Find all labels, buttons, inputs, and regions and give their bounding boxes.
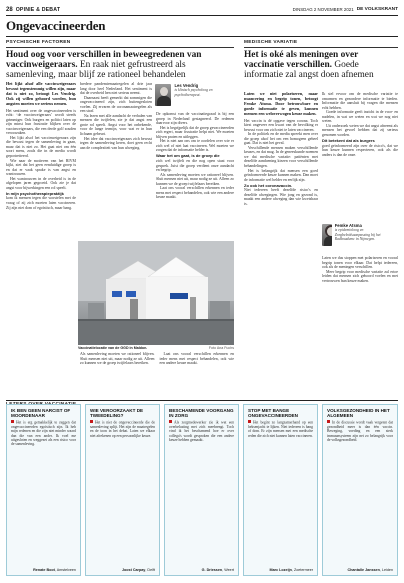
- letter-title: VOLKSGEZONDHEID IN HET ALGEMEEN: [327, 408, 390, 419]
- red-square-icon: [169, 420, 172, 423]
- left-paragraph: bredere pandemiemaatregelen al drie jaar lang door heel Nederland. Het sentiment is dat de overheid hen niet serieus neemt.: [80, 82, 152, 96]
- letter-title: BESCHAMENDE VOORGANG IN ZORG: [169, 408, 234, 419]
- right-paragraph: Ik stel ervoor om de medische variatie te omarmen en gezondere informatie te bieden. Informatie die aansluit bij vragen die mensen echt hebben.: [322, 92, 398, 110]
- readers-section-header: [6, 392, 398, 399]
- right-subheading: Zo ook het coronavaccin.: [244, 182, 293, 188]
- left-kicker-divider: [6, 47, 234, 48]
- right-paragraph: In de politiek en de media spreekt men over die groep alsof het om een homogeen geheel gaat. Dat is niet het geval.: [244, 132, 318, 146]
- author-role: is klinisch psycholoog en psychotherapeut.: [174, 88, 213, 97]
- right-paragraph: Het is belangrijk dat mensen een goed geïnformeerde keuze kunnen maken. Dan moet de informatie wel helder en eerlijk zijn.: [244, 168, 318, 182]
- right-paragraph: Uit onderzoek weten we dat angst afneemt als mensen het gevoel hebben dat zij serieus genomen worden.: [322, 123, 398, 137]
- red-square-icon: [327, 420, 330, 423]
- left-column-1: [6, 82, 76, 382]
- author-photo: [322, 224, 332, 246]
- left-paragraph: Wie naar de motieven van het RIVM kijkt, ziet dat het geen eenduidige groep is en dat er vaak sprake is van angst en wantrouwen.: [6, 158, 76, 177]
- author-role: is epidemioloog en Zorgbeleidsaanpassing bij het Radboudumc in Nijmegen.: [334, 228, 381, 242]
- reader-letter: [85, 404, 160, 576]
- author-name: Femke Atsma: [334, 223, 362, 228]
- vaccination-site-photo: [78, 241, 234, 345]
- red-square-icon: [11, 420, 14, 423]
- letter-signature: Joost Carpay, Delft: [121, 568, 155, 572]
- newspaper-name: DE VOLKSKRANT: [356, 7, 398, 12]
- photo-credit: Foto Ana Fuchs: [208, 346, 234, 350]
- left-paragraph: Het is begrijpelijk dat de groep gevaccineerden zich ergert, maar frustratie helpt niet. We moeten blijven praten en uitleggen.: [156, 125, 234, 139]
- left-paragraph: Laat ons vooral verschillen erkennen en ieder mens met respect behandelen, ook wie een andere keuze maakt.: [156, 186, 234, 200]
- right-paragraph: Niet iedereen heeft dezelfde risico's en dezelfde afwegingen. Wie jong en gezond is, maakt een andere afweging dan wie kwetsbaar is.: [244, 188, 318, 206]
- letter-signature: G. Driessen, Weert: [201, 568, 234, 572]
- left-column-3: [156, 112, 234, 237]
- right-paragraph: Meer begrip voor medische variatie zal ertoe leiden dat mensen zich gehoord voelen en met vertrouwen hun keuze maken.: [322, 269, 398, 283]
- page-title: Ongevaccineerden: [6, 18, 106, 33]
- right-paragraph: goed geïnformeerd zijn over de risico's, dat we hun keuze kunnen respecteren, ook als die anders is dan de onze.: [322, 143, 398, 157]
- letter-body: Het is niet de ongevaccineerde die de samenleving splijt. Het zijn de maatregelen en de toon in het debat. Laten we elkaar niet afrekenen op een persoonlijke keuze.: [90, 420, 155, 438]
- letter-body: In de discussie wordt vaak vergeten dat gezondheid meer is dan één vaccin. Beweging, voeding en een sterk immuunsysteem zijn net zo belangrijk voor de volksgezondheid.: [327, 420, 393, 443]
- tent-illustration: [78, 241, 234, 345]
- letter-title: IK BEN GEEN NARCIST OF MOORDENAAR: [11, 408, 71, 419]
- left-paragraph: Het sentiment over de ongevaccineerden is echt: ‘de vaccinweigeraars’ wordt steeds grimmiger. Ook burgers en politici laten op zijn minst hun frustratie blijken over de vaccinweigeraars, die een derde golf zouden veroorzaken.: [6, 108, 76, 136]
- right-author-box: [322, 224, 398, 246]
- letter-signature: Renate Boot, Amstelveen: [33, 568, 76, 572]
- left-paragraph: Na lezen met alle aandacht de verhalen van mensen die twijfelen, zie je dat angst een grote rol speelt. Angst voor het onbekende, voor de lange termijn, voor wat er in hun lichaam gebeurt.: [80, 113, 152, 137]
- left-subheading: Waar het om gaat, is de groep die: [156, 153, 220, 159]
- right-paragraph: Verschillende mensen maken verschillende keuzes, en dat mag. In de geneeskunde noemen we dat medische variatie: patiënten met dezelfde aandoening kiezen voor verschillende behandelingen.: [244, 145, 318, 168]
- left-paragraph: Het wantrouwen in de overheid is in de afgelopen jaren gegroeid. Ook zie je dat angst voor bijwerkingen een rol speelt.: [6, 176, 76, 190]
- left-column-under-photo: [80, 352, 234, 386]
- right-column-3: [322, 256, 398, 386]
- right-kicker: MEDISCHE VARIATIE: [244, 40, 298, 45]
- letter-signature: Chantalle Janssen, Leiden: [347, 568, 393, 572]
- right-subheading: Dit betekent dat als burgers: [322, 137, 375, 143]
- right-headline-main: Het is oké als meningen over vaccinatie verschillen.: [244, 50, 359, 70]
- page-number: 28: [6, 6, 13, 13]
- red-square-icon: [90, 420, 93, 423]
- reader-letter: [322, 404, 398, 576]
- photo-caption: [78, 346, 234, 350]
- right-column-2: [322, 92, 398, 220]
- issue-date: DINSDAG 2 NOVEMBER 2021: [292, 7, 354, 12]
- letter-title: STOP MET BANGE ONGEVACCINEERDEN: [248, 408, 298, 419]
- left-headline-main: Houd oog voor verschillen in beweegredenen van vaccinweigeraars.: [6, 50, 202, 70]
- right-headline-sub: Goede informatie zal angst doen afnemen: [244, 60, 374, 80]
- letter-body: Het begint zo langzamerhand op een heksenjacht te lijken. Niet iedereen is bang of dom. Er zijn mensen met een medische reden die zich niet kunnen laten vaccineren.: [248, 420, 313, 438]
- right-paragraph: Goede informatie geeft inzicht in de voor- en nadelen, in wat we weten en wat we nog niet weten.: [322, 110, 398, 124]
- right-kicker-divider: [244, 47, 398, 48]
- title-divider: [6, 36, 398, 37]
- letter-body: Als zorgmedewerker zie ik wat een overbelasting met zich meebrengt. Toch vind ik het beschamend hoe er over collega's wordt gesproken die een andere keuze hebben gemaakt.: [169, 420, 234, 443]
- header-divider: [6, 15, 398, 16]
- page-header: [6, 5, 398, 14]
- left-headline: [6, 50, 234, 80]
- right-paragraph: Laten we dus stoppen met polariseren en vooral begrip tonen voor elkaar. Dat helpt iedereen, ook als de meningen verschillen.: [322, 256, 398, 270]
- right-paragraph: Het vaccin is dé opgave tegen corona. Toch kiest ongeveer een kwart van de bevolking er bewust voor om zich niet te laten vaccineren.: [244, 118, 318, 132]
- red-square-icon: [248, 420, 251, 423]
- left-headline-sub: En raak niet gefrustreerd als samenleving, maar blijf ze rationeel behandelen: [6, 60, 186, 80]
- left-paragraph: Daarnaast heeft gemerkt dat sommigen die ongevaccineerd zijn, zich buitengesloten voelen. Zij ervaren de coronamaatregelen als een straf.: [80, 95, 152, 114]
- left-kicker: PSYCHISCHE FACTOREN: [6, 40, 71, 45]
- left-paragraph: De opkomst van de vaccinatiegraad is bij een groep in Nederland gestagneerd. De redenen daarvoor zijn divers.: [156, 112, 234, 126]
- letter-body: Het is erg gemakkelijk te zeggen dat ongevaccineerden egoïstisch zijn. Ik heb mijn redenen en die zijn niet minder waard dan die van een ander. Ik voel me uitgesloten en weggezet als een risico voor de samenleving.: [11, 420, 76, 447]
- reader-letter: [164, 404, 239, 576]
- left-lead: Het lijkt alsof alle vaccinweigeraars bewust tegenstemmig willen zijn, maar dat is niet zo, betoogt Les Vendrig. Ook zij willen gehoord worden, hun angsten moeten we serieus nemen.: [6, 82, 76, 106]
- right-column-1: [244, 92, 318, 385]
- readers-divider: [6, 400, 398, 401]
- caption-text: Vaccinatielocatie van de GGD in Maldon.: [78, 346, 148, 350]
- left-paragraph: kom ik mensen tegen die worstelen met de vraag of zij zich moeten laten vaccineren. Zij zijn niet dom of egoïstisch, maar bang.: [6, 196, 76, 210]
- reader-letter: [243, 404, 318, 576]
- letter-title: WIE VEROORZAAKT DE TWEEDELING?: [90, 408, 144, 419]
- left-paragraph: Het idee dat vaccinweigeraars zich bewust tegen de samenleving keren, doet geen recht aan de complexiteit van hun afweging.: [80, 136, 152, 150]
- right-lead: Laten we niet polariseren, maar nuancering en begrip tonen, betoogt Femke Atsma. Door betrouwbare en goede informatie te geven, kunnen mensen een weloverwogen keuze maken.: [244, 92, 318, 116]
- left-column-2: [80, 82, 152, 237]
- left-paragraph: zich wel twijfelt en die nog open staat voor gesprek. Juist die groep verdient onze aandacht en begrip.: [156, 158, 234, 173]
- left-paragraph: Als samenleving moeten we rationeel blijven. Sluit mensen niet uit, maar nodig ze uit. Alleen zo kunnen we de groep twijfelaars bereiken.: [80, 352, 155, 366]
- reader-letter: [6, 404, 81, 576]
- left-paragraph: Laat ons vooral verschillen erkennen en ieder mens met respect behandelen, ook wie een andere keuze maakt.: [159, 352, 234, 366]
- left-paragraph: Als samenleving moeten we rationeel blijven. Sluit mensen niet uit, maar nodig ze uit. Alleen zo kunnen we de groep twijfelaars bereiken.: [156, 172, 234, 186]
- section-name: OPINIE & DEBAT: [15, 6, 61, 13]
- letter-signature: Marc Lozeijn, Zoetermeer: [269, 568, 313, 572]
- right-headline: [244, 50, 398, 80]
- author-photo: [155, 84, 171, 106]
- author-name: Les Vendrig: [174, 83, 199, 88]
- left-subheading: In mijn psychotherapiepraktijk: [6, 190, 64, 196]
- left-paragraph: Het lijkt alsof het vaccinweigeraars zijn die bewust tegen de samenleving in gaan, maar dat is niet zo. Het gaat niet om één soort mens, zoals die in de media wordt geportretteerd.: [6, 135, 76, 158]
- left-author-box: [155, 84, 234, 106]
- left-paragraph: Het is niet aan ons om te oordelen over wie er zich wel of niet laat vaccineren. Wel moeten we zorgen dat de informatie helder is.: [156, 139, 234, 153]
